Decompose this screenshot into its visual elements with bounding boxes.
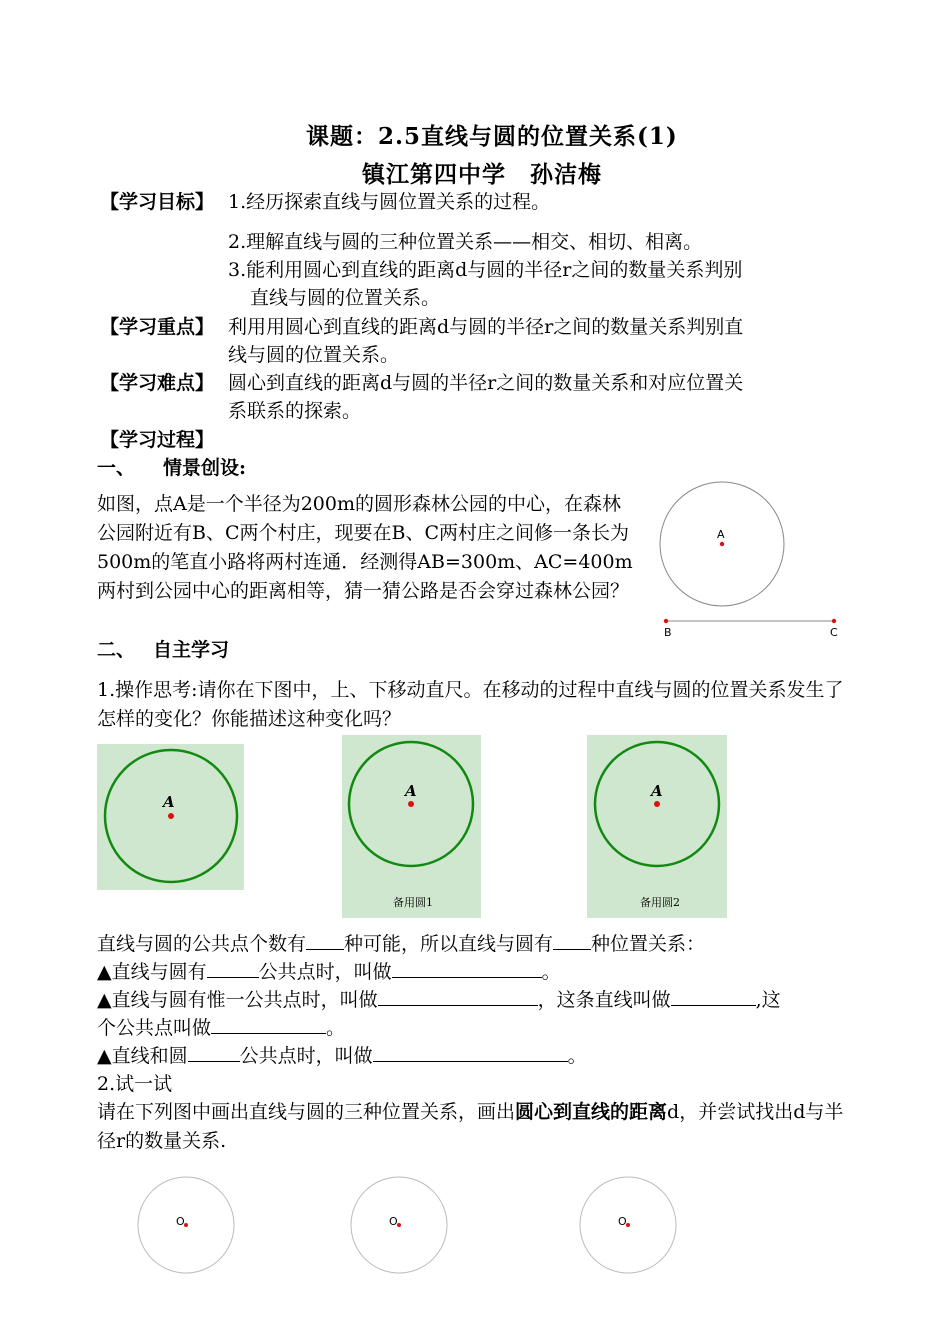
small-circle-1-label: O [176,1215,185,1228]
fill-2-text-b: 公共点时，叫做 [258,961,392,983]
spare-circle-2 [587,735,727,918]
page-subtitle: 镇江第四中学 孙洁梅 [362,161,602,188]
blank-tangent-line[interactable] [671,987,756,1006]
q2-text-bold: 圆心到直线的距离 [515,1101,668,1123]
small-circle-3 [578,1176,678,1276]
fill-1-text-c: 种位置关系： [591,933,706,955]
keypoints-line2: 线与圆的位置关系。 [228,344,400,366]
blank-count[interactable] [306,931,344,950]
spare-circle-1 [342,735,481,918]
label-b: B [664,626,672,639]
keypoints-label: 【学习重点】 [100,316,215,338]
process-label: 【学习过程】 [100,429,215,451]
label-a: A [717,528,725,541]
spare-2-caption: 备用圆2 [640,896,680,909]
blank-tangent-point[interactable] [211,1015,326,1034]
fill-3-text-b: ，这条直线叫做 [537,989,671,1011]
section1-number: 一、 [97,457,136,479]
fill-1-text-b: 种可能，所以直线与圆有 [344,933,554,955]
small-circle-1 [136,1176,236,1276]
fill-1-text-a: 直线与圆的公共点个数有 [97,933,307,955]
fill-5-text-c: 。 [567,1045,587,1067]
section2-number: 二、 [97,639,136,661]
small-circle-3-label: O [618,1215,627,1228]
small-circle-2 [350,1176,450,1276]
blank-intersect-count[interactable] [188,1043,240,1062]
blank-tangent-name[interactable] [378,987,538,1006]
question-2-title: 2.试一试 [97,1073,173,1095]
label-c: C [830,626,838,639]
blank-intersect-name[interactable] [373,1043,568,1062]
blank-separate-count[interactable] [207,959,259,978]
page-title: 课题：2.5直线与圆的位置关系(1) [306,123,678,150]
forest-park-figure [650,478,850,648]
fill-4-text-a: 个公共点叫做 [97,1017,212,1039]
fill-3-text-c: ,这 [755,989,781,1011]
point-a-dot [720,542,724,546]
spare-1-caption: 备用圆1 [393,896,433,909]
point-c-dot [832,619,836,623]
objectives-label: 【学习目标】 [100,191,215,213]
fill-line-4 [97,1014,345,1042]
blank-separate-name[interactable] [392,959,542,978]
fill-2-text-a: ▲直线与圆有 [97,961,207,983]
spare-1-label: A [405,782,417,800]
keypoints-line1: 利用用圆心到直线的距离d与圆的半径r之间的数量关系判别直 [228,316,744,338]
fill-2-text-c: 。 [541,961,561,983]
objective-2: 2.理解直线与圆的三种位置关系——相交、相切、相离。 [228,231,703,253]
fill-5-text-a: ▲直线和圆 [97,1045,188,1067]
difficulties-line2: 系联系的探索。 [228,400,362,422]
fill-5-text-b: 公共点时，叫做 [239,1045,373,1067]
difficulties-line1: 圆心到直线的距离d与圆的半径r之间的数量关系和对应位置关 [228,372,744,394]
section2-heading: 自主学习 [153,639,230,661]
fill-line-2 [97,958,561,986]
circle-figure-main [97,744,244,890]
q2-text-b: d，并尝试找出d与半径r的数量关系. [97,1101,844,1152]
blank-kinds[interactable] [553,931,591,950]
section1-text: 如图，点A是一个半径为200m的圆形森林公园的中心，在森林公园附近有B、C两个村庄，现要在B、C两村庄之间修一条长为500m的笔直小路将两村连通．经测得AB=300m、AC=400m两村到公园中心的距离相等，猜一猜公路是否会穿过森林公园？ [97,493,633,602]
spare-2-label: A [651,782,663,800]
objective-1: 1.经历探索直线与圆位置关系的过程。 [228,191,551,213]
objective-3-line2: 直线与圆的位置关系。 [250,287,441,309]
fill-line-1 [97,930,705,958]
point-b-dot [664,619,668,623]
question-1: 1.操作思考:请你在下图中，上、下移动直尺。在移动的过程中直线与圆的位置关系发生了怎样的变化？你能描述这种变化吗？ [97,679,844,730]
fill-line-3 [97,986,781,1014]
section1-heading: 情景创设: [163,457,247,479]
figure-main-label: A [163,793,175,811]
small-circle-2-label: O [389,1215,398,1228]
fill-line-5 [97,1042,587,1070]
fill-3-text-a: ▲直线与圆有惟一公共点时，叫做 [97,989,378,1011]
q2-text-a: 请在下列图中画出直线与圆的三种位置关系，画出 [97,1101,516,1123]
question-2-text [97,1098,857,1156]
objective-3-line1: 3.能利用圆心到直线的距离d与圆的半径r之间的数量关系判别 [228,259,743,281]
difficulties-label: 【学习难点】 [100,372,215,394]
fill-4-text-b: 。 [326,1017,346,1039]
